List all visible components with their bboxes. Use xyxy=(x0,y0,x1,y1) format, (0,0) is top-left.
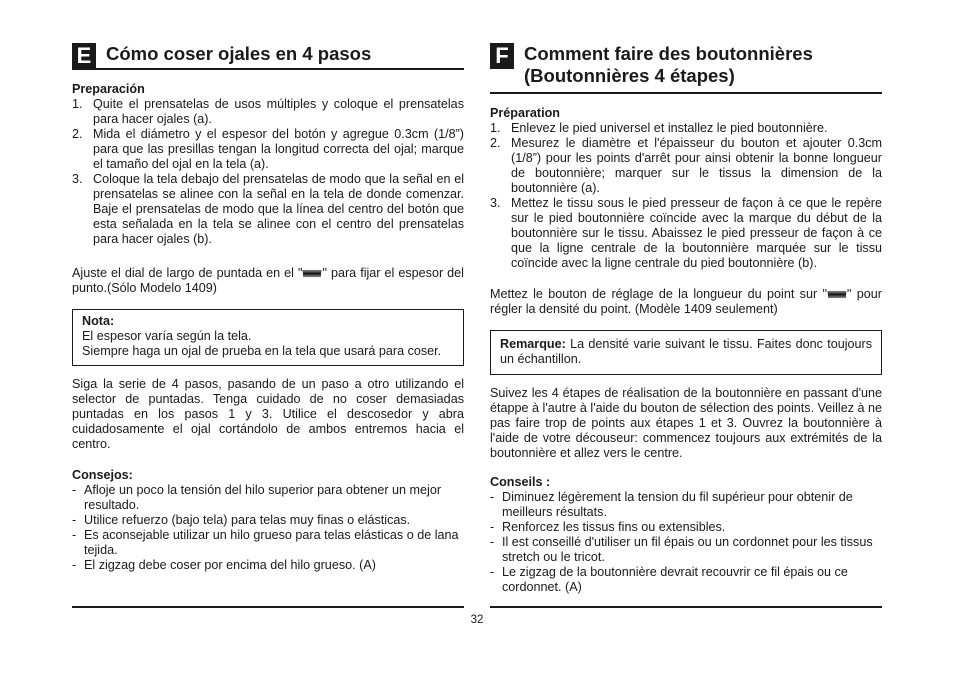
french-title xyxy=(524,40,813,87)
french-note-box xyxy=(490,330,882,375)
french-tip-4: - Le zigzag de la boutonnière devrait recouvrir ce fil épais ou ce cordonnet. (A) xyxy=(490,565,848,594)
french-step-1: 1. Enlevez le pied universel et installez le pied boutonnière. xyxy=(490,121,828,135)
spanish-dial-instruction: Ajuste el dial de largo de puntada en el " " para fijar el espesor del punto.(Sólo Modelo 1409) xyxy=(72,266,464,295)
french-step-3: 3. Mettez le tissu sous le pied presseur de façon à ce que le repère sur le pied boutonnière coïncide avec la marque du début de la boutonnière sur le tissu. Abaissez le pied presseur de façon à ce que la ligne centrale de la boutonnière marquée sur le tissu coïncide avec la ligne centrale du pied boutonnière (b). xyxy=(490,196,882,270)
spanish-tip-3: - Es aconsejable utilizar un hilo grueso para telas elásticas o de lana tejida. xyxy=(72,528,459,557)
spanish-tip-4: - El zigzag debe coser por encima del hilo grueso. (A) xyxy=(72,558,376,572)
spanish-paragraph: Siga la serie de 4 pasos, pasando de un paso a otro utilizando el selector de puntadas. Tenga cuidado de no coser demasiadas puntadas en los pasos 1 y 3. Utilice el descosedor y abra cuidadosamente el ojal cortándolo de ambos entremos hacia el centro. xyxy=(72,377,464,451)
spanish-tip-2: - Utilice refuerzo (bajo tela) para telas muy finas o elásticas. xyxy=(72,513,411,527)
spanish-step-2: 2. Mida el diámetro y el espesor del botón y agregue 0.3cm (1/8”) para que las presillas tengan la longitud correcta del ojal; marque el tamaño del ojal en la tela (a). xyxy=(72,127,464,171)
spanish-note-box xyxy=(72,309,464,366)
french-tip-3: - Il est conseillé d'utiliser un fil épais ou un cordonnet pour les tissus stretch ou le tricot. xyxy=(490,535,873,564)
spanish-column xyxy=(72,40,464,573)
buttonhole-stitch-icon xyxy=(302,269,322,278)
buttonhole-stitch-icon xyxy=(827,290,847,299)
spanish-note-line-2: Siempre haga un ojal de prueba en la tela que usará para coser. xyxy=(82,344,442,358)
language-badge-f: F xyxy=(490,43,514,69)
french-tip-1: - Diminuez légèrement la tension du fil supérieur pour obtenir de meilleurs résultats. xyxy=(490,490,853,519)
spanish-tips xyxy=(72,483,464,573)
french-tips-heading: Conseils : xyxy=(490,475,551,489)
spanish-note-label: Nota: xyxy=(82,314,115,328)
french-note-text: La densité varie suivant le tissu. Faites donc toujours un échantillon. xyxy=(500,337,872,366)
spanish-tip-1: - Afloje un poco la tensión del hilo superior para obtener un mejor resultado. xyxy=(72,483,442,512)
french-dial-instruction: Mettez le bouton de réglage de la longueur du point sur " " pour régler la densité du point. (Modèle 1409 seulement) xyxy=(490,287,882,316)
spanish-step-1: 1. Quite el prensatelas de usos múltiples y coloque el prensatelas para hacer ojales (a). xyxy=(72,97,464,126)
spanish-step-3: 3. Coloque la tela debajo del prensatelas de modo que la señal en el prensatelas se alinee con la señal en la tela de donde comenzar. Baje el prensatelas de modo que la línea del centro del botón que esta señalada en la tela se alinee con el centro del prensatelas para hacer ojales (b). xyxy=(72,172,464,246)
french-steps xyxy=(490,121,882,271)
french-heading xyxy=(490,40,882,94)
spanish-heading xyxy=(72,40,464,70)
french-prep-heading: Préparation xyxy=(490,106,560,120)
french-paragraph: Suivez les 4 étapes de réalisation de la boutonnière en passant d'une étappe à l'autre à l'aide du bouton de sélection des points. Veillez à ne pas faire trop de points aux étapes 1 et 3. Ouvrez la boutonnière à l'aide de votre découseur: commencez toujours aux extrémités de la boutonnière et allez vers le centre. xyxy=(490,386,882,460)
french-bottom-rule xyxy=(490,606,882,608)
french-column xyxy=(490,40,882,595)
page-number: 32 xyxy=(470,614,484,626)
french-tip-2: - Renforcez les tissus fins ou extensibles. xyxy=(490,520,726,534)
spanish-prep-heading: Preparación xyxy=(72,82,145,96)
french-note-label: Remarque: xyxy=(500,337,566,351)
french-title-line-2: (Boutonnières 4 étapes) xyxy=(524,65,735,86)
french-step-2: 2. Mesurez le diamètre et l'épaisseur du bouton et ajouter 0.3cm (1/8”) pour les points d'arrêt pour ainsi obtenir la bonne longueur de boutonnière; marquer sur le tissus la dimension de la boutonnière (a). xyxy=(490,136,882,195)
spanish-steps xyxy=(72,97,464,247)
spanish-note-line-1: El espesor varía según la tela. xyxy=(82,329,252,343)
french-title-line-1: Comment faire des boutonnières xyxy=(524,43,813,64)
french-tips xyxy=(490,490,882,595)
spanish-bottom-rule xyxy=(72,606,464,608)
language-badge-e: E xyxy=(72,43,96,69)
spanish-tips-heading: Consejos: xyxy=(72,468,133,482)
spanish-title: Cómo coser ojales en 4 pasos xyxy=(106,43,372,64)
